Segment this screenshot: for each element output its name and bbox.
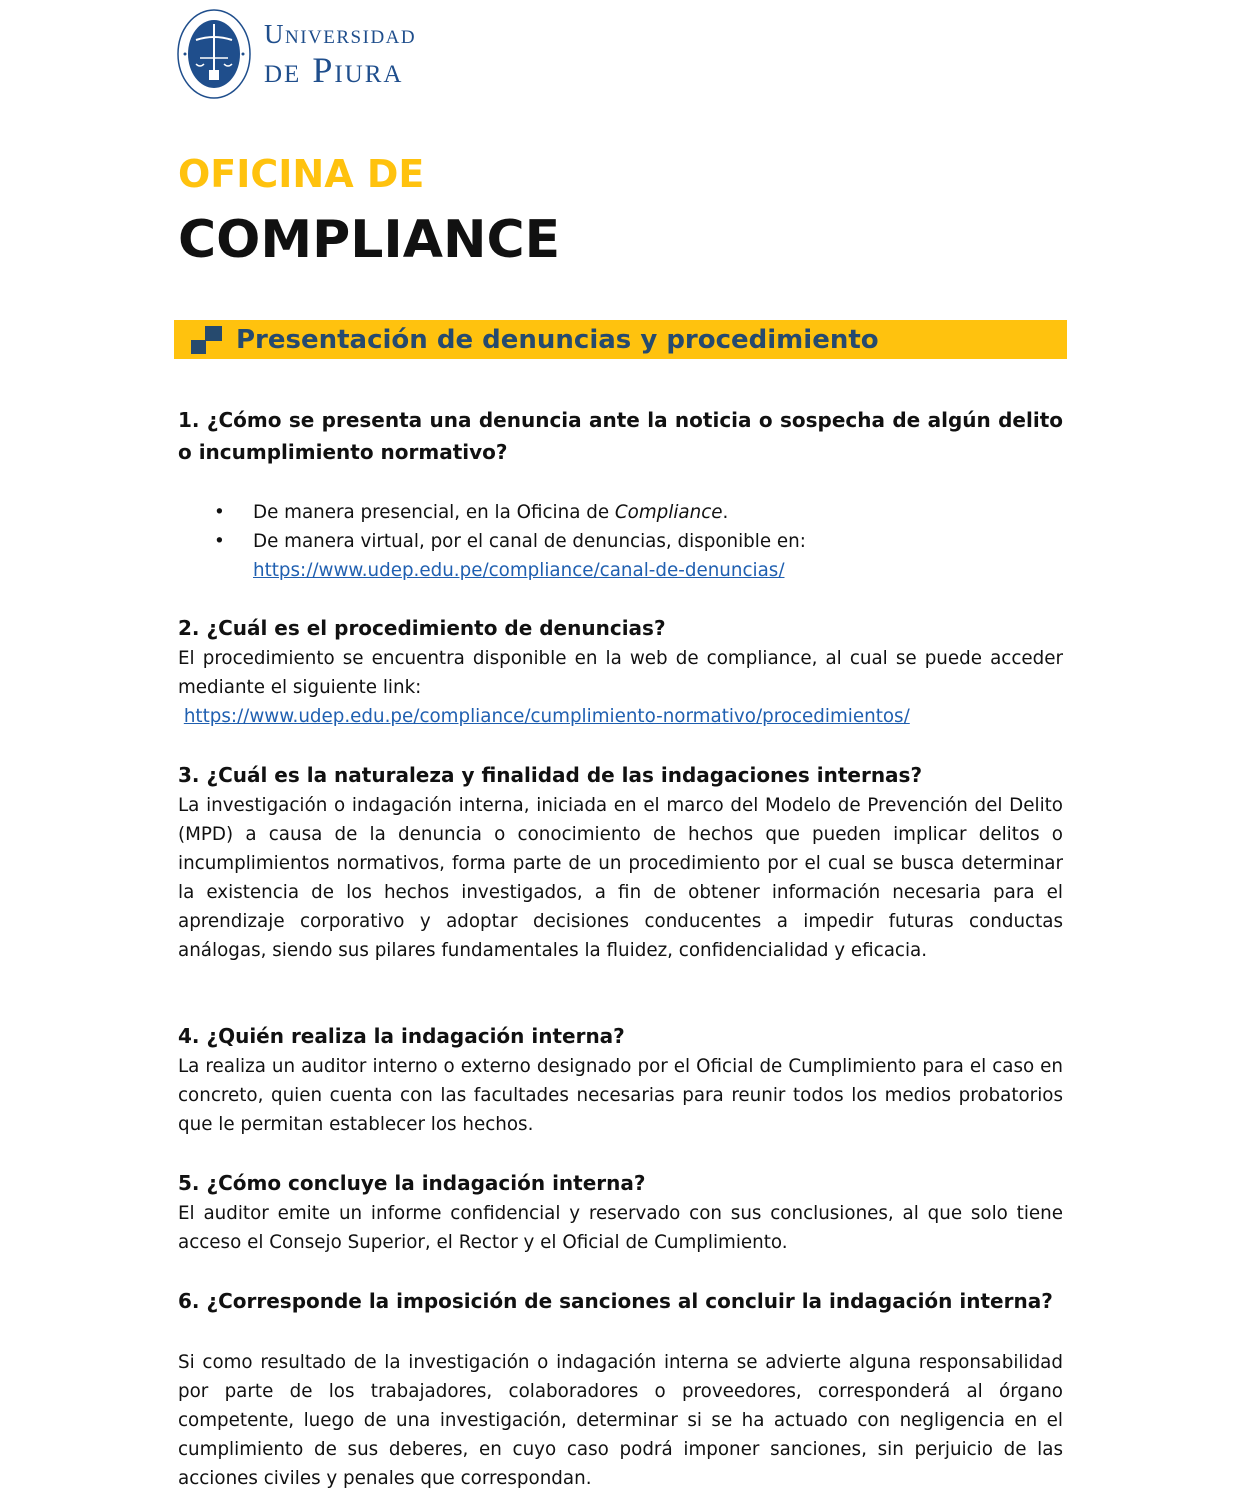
university-seal-icon [176,8,252,100]
section-title: Presentación de denuncias y procedimiento [236,324,879,355]
bullet-text: De manera virtual, por el canal de denuncias, disponible en: [253,531,806,552]
bullet-text-end: . [722,502,729,523]
answer-6: Si como resultado de la investigación o indagación interna se advierte alguna responsabilidad por parte de los trabajadores, colaboradores o proveedores, corresponderá al órgano competente, luego de una investigación, determinar si se ha actuado con negligencia en el cumplimiento de sus deberes, en cuyo caso podrá imponer sanciones, sin perjuicio de las acciones civiles y penales que correspondan. [178,1352,1063,1489]
bullet-list [178,498,1063,585]
answer-2 [178,644,1063,731]
bullet-text: De manera presencial, en la Oficina de [253,502,615,523]
question-3: 3. ¿Cuál es la naturaleza y finalidad de las indagaciones internas? [178,763,923,787]
logo-text-line1: Universidad [264,18,417,49]
question-5: 5. ¿Cómo concluye la indagación interna? [178,1171,646,1195]
list-item [178,498,1063,527]
question-1: 1. ¿Cómo se presenta una denuncia ante la noticia o sospecha de algún delito o incumplimiento normativo? [178,408,1063,464]
answer-5: El auditor emite un informe confidencial y reservado con sus conclusiones, al que solo tiene acceso el Consejo Superior, el Rector y el Oficial de Cumplimiento. [178,1203,1063,1253]
denuncias-link[interactable]: https://www.udep.edu.pe/compliance/canal-de-denuncias/ [253,560,785,581]
procedimientos-link[interactable]: https://www.udep.edu.pe/compliance/cumplimiento-normativo/procedimientos/ [183,706,910,727]
list-item [178,527,1063,585]
title-line1: OFICINA DE [178,152,425,196]
answer-4: La realiza un auditor interno o externo designado por el Oficial de Cumplimiento para el caso en concreto, quien cuenta con las facultades necesarias para reunir todos los medios probatorios que le permitan establecer los hechos. [178,1056,1063,1135]
bullet-emphasis: Compliance [614,502,723,523]
blocks-icon [191,326,223,354]
question-2: 2. ¿Cuál es el procedimiento de denuncias? [178,616,666,640]
question-4: 4. ¿Quién realiza la indagación interna? [178,1024,625,1048]
section-header-bar [174,320,1067,359]
title-line2: COMPLIANCE [178,210,561,270]
answer-3: La investigación o indagación interna, iniciada en el marco del Modelo de Prevención del Delito (MPD) a causa de la denuncia o conocimiento de hechos que pueden implicar delitos o incumplimientos normativos, forma parte de un procedimiento por el cual se busca determinar la existencia de los hechos investigados, a fin de obtener información necesaria para el aprendizaje corporativo y adoptar decisiones conducentes a impedir futuras conductas análogas, siendo sus pilares fundamentales la fluidez, confidencialidad y eficacia. [178,795,1063,961]
question-6: 6. ¿Corresponde la imposición de sanciones al concluir la indagación interna? [178,1289,1053,1313]
answer-2-text: El procedimiento se encuentra disponible en la web de compliance, al cual se puede acceder mediante el siguiente link: [178,648,1063,698]
university-logo [176,8,416,100]
logo-text-line2: de Piura [264,49,404,90]
